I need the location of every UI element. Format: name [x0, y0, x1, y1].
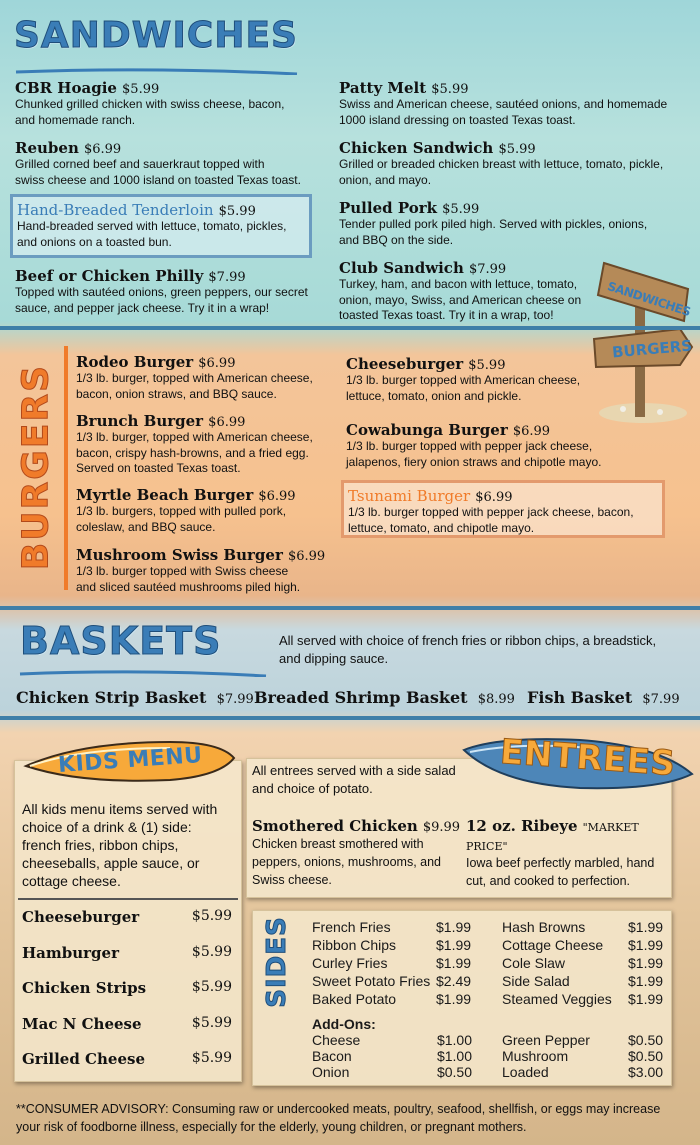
- item-desc: Chicken breast smothered with: [252, 837, 424, 851]
- item-desc: Turkey, ham, and bacon with lettuce, tomato,: [339, 277, 578, 291]
- list-item: [502, 918, 666, 936]
- addons-list-right: [502, 1032, 666, 1080]
- item-desc: 1000 island dressing on toasted Texas toast.: [339, 112, 576, 127]
- menu-item: [15, 138, 330, 188]
- burgers-title: [14, 342, 58, 592]
- list-item: [312, 936, 472, 954]
- item-price: $1.99: [436, 937, 472, 953]
- item-desc: peppers, onions, mushrooms, and: [252, 855, 441, 869]
- item-desc: jalapenos, fiery onion straws and chipotle mayo.: [346, 454, 602, 469]
- list-item: [22, 1050, 232, 1086]
- item-price: $5.99: [442, 202, 480, 217]
- menu-item: [15, 78, 330, 128]
- item-price: $0.50: [628, 1048, 664, 1064]
- item-desc: Tender pulled pork piled high. Served with pickles, onions,: [339, 217, 648, 231]
- item-price: $5.99: [191, 943, 232, 960]
- sandwiches-title: SANDWICHES: [14, 15, 298, 56]
- item-price: $1.99: [436, 919, 472, 935]
- item-name: Hand-Breaded Tenderloin: [17, 201, 214, 219]
- list-item: [22, 944, 232, 980]
- entrees-note: [252, 762, 462, 798]
- surfboard-icon: [20, 736, 238, 788]
- kids-list: [22, 908, 232, 1086]
- item-price: $2.49: [436, 973, 472, 989]
- item-price: $1.99: [628, 919, 664, 935]
- item-desc: lettuce, tomato, onion and pickle.: [346, 388, 522, 403]
- item-name: Sweet Potato Fries: [312, 973, 431, 989]
- item-name: Cowabunga Burger: [346, 421, 508, 439]
- item-name: Side Salad: [502, 973, 570, 989]
- item-price: $1.00: [436, 1032, 472, 1048]
- item-desc: Topped with sautéed onions, green peppers, our secret: [15, 285, 308, 299]
- signpost-icon: [588, 255, 696, 425]
- item-desc: Swiss cheese.: [252, 873, 332, 887]
- entrees-note-line: All entrees served with a side salad: [252, 763, 456, 778]
- item-name: Bacon: [312, 1048, 352, 1064]
- item-desc: Iowa beef perfectly marbled, hand: [466, 856, 655, 870]
- sides-list-left: [312, 918, 472, 1008]
- list-item: [502, 972, 666, 990]
- item-price: $1.00: [436, 1048, 472, 1064]
- menu-item: [76, 485, 338, 535]
- kids-note: [22, 800, 237, 890]
- item-desc: 1/3 lb. burger topped with American cheese,: [346, 373, 581, 387]
- item-desc: onion, and mayo.: [339, 172, 432, 187]
- menu-item: [339, 258, 609, 324]
- burgers-title-text: BURGERS: [15, 363, 57, 571]
- menu-item: [346, 420, 686, 470]
- menu-item: [76, 352, 338, 402]
- menu-item: [76, 411, 338, 477]
- item-name: Cheese: [312, 1032, 361, 1048]
- item-name: Pulled Pork: [339, 199, 438, 217]
- item-name: Hash Browns: [502, 919, 586, 935]
- section-divider: [0, 716, 700, 720]
- item-name: CBR Hoagie: [15, 79, 117, 97]
- item-price: $3.00: [628, 1064, 664, 1080]
- menu-item: [15, 266, 335, 316]
- item-desc: and BBQ on the side.: [339, 232, 454, 247]
- item-desc: toasted Texas toast. Try it in a wrap, too!: [339, 308, 554, 322]
- item-price: $1.99: [628, 937, 664, 953]
- list-item: [312, 1048, 472, 1064]
- item-price: $1.99: [628, 973, 664, 989]
- list-item: [312, 990, 472, 1008]
- sign-burgers-text: BURGERS: [611, 336, 693, 362]
- item-desc: swiss cheese and 1000 island on toasted Texas toast.: [15, 172, 301, 187]
- item-price: $7.99: [468, 262, 507, 277]
- item-name: Cheeseburger: [346, 355, 464, 373]
- list-item: [502, 1048, 666, 1064]
- item-desc: bacon, crispy hash-browns, and a fried egg.: [76, 445, 309, 460]
- featured-item: [10, 194, 312, 258]
- item-desc: lettuce, tomato, and chipotle mayo.: [348, 520, 535, 535]
- item-price: $0.50: [628, 1032, 664, 1048]
- item-price: $5.99: [218, 204, 256, 219]
- item-price: $7.99: [642, 692, 680, 707]
- item-price: $9.99: [422, 820, 461, 835]
- sides-title: [256, 916, 298, 1008]
- section-divider: [0, 606, 700, 610]
- item-name: Green Pepper: [502, 1032, 590, 1048]
- item-price: $5.99: [191, 1014, 232, 1031]
- item-desc: Hand-breaded served with lettuce, tomato, pickles,: [17, 219, 287, 233]
- consumer-advisory: [16, 1100, 696, 1136]
- advisory-line: **CONSUMER ADVISORY: Consuming raw or undercooked meats, poultry, seafood, shellfish, or eggs may increase: [16, 1102, 661, 1116]
- menu-item: [346, 354, 596, 404]
- item-desc: and homemade ranch.: [15, 112, 136, 127]
- advisory-line: your risk of foodborne illness, especially for the elderly, young children, or pregnant mothers.: [16, 1120, 527, 1134]
- item-price: $5.99: [191, 1050, 232, 1066]
- item-name: Mushroom Swiss Burger: [76, 546, 283, 564]
- menu-item: [339, 78, 694, 128]
- list-item: [502, 1032, 666, 1048]
- item-price: $5.99: [122, 82, 160, 97]
- list-item: [312, 918, 472, 936]
- item-desc: 1/3 lb. burger, topped with American cheese,: [76, 430, 313, 444]
- item-name: Brunch Burger: [76, 412, 204, 430]
- item-name: Baked Potato: [312, 991, 397, 1007]
- item-price: $5.99: [191, 908, 232, 924]
- item-desc: Grilled corned beef and sauerkraut topped with: [15, 157, 265, 171]
- item-name: Ribbon Chips: [312, 937, 397, 953]
- kids-note-line: cheeseballs, apple sauce, or: [22, 855, 200, 871]
- item-name: Rodeo Burger: [76, 353, 194, 371]
- surfboard-icon: [460, 730, 696, 796]
- list-item: [312, 1064, 472, 1080]
- list-item: [502, 1064, 666, 1080]
- item-price: $5.99: [468, 358, 506, 373]
- item-desc: onion, mayo, Swiss, and American cheese on: [339, 292, 582, 307]
- item-price: $6.99: [475, 490, 513, 505]
- baskets-note-line: and dipping sauce.: [279, 651, 389, 666]
- item-name: Chicken Strips: [22, 979, 147, 997]
- item-price: $6.99: [208, 415, 246, 430]
- item-name: Breaded Shrimp Basket: [254, 688, 468, 707]
- burgers-title-bar: [64, 346, 68, 590]
- item-desc: 1/3 lb. burger topped with pepper jack cheese, bacon,: [348, 505, 634, 519]
- list-item: [22, 1015, 232, 1051]
- list-item: [312, 972, 472, 990]
- list-item: [22, 908, 232, 944]
- item-desc: 1/3 lb. burgers, topped with pulled pork,: [76, 504, 287, 518]
- item-price: $6.99: [83, 142, 122, 157]
- list-item: [22, 979, 232, 1015]
- kids-title: KIDS MENU: [57, 742, 204, 779]
- item-price: $6.99: [287, 549, 326, 564]
- item-name: Beef or Chicken Philly: [15, 267, 204, 285]
- item-desc: Grilled or breaded chicken breast with lettuce, tomato, pickle,: [339, 157, 664, 171]
- item-name: Cole Slaw: [502, 955, 566, 971]
- menu-item: [466, 816, 672, 890]
- kids-divider: [18, 898, 238, 900]
- kids-note-line: All kids menu items served with: [22, 801, 218, 817]
- item-name: Tsunami Burger: [348, 487, 471, 505]
- sign-sandwiches-text: SANDWICHES: [605, 279, 693, 319]
- item-desc: and sliced sautéed mushrooms piled high.: [76, 579, 301, 594]
- item-name: Fish Basket: [527, 688, 633, 707]
- baskets-note-line: All served with choice of french fries or ribbon chips, a breadstick,: [279, 633, 657, 648]
- item-price: $7.99: [216, 692, 254, 707]
- list-item: [502, 990, 666, 1008]
- item-name: Grilled Cheese: [22, 1050, 145, 1068]
- entrees-note-line: and choice of potato.: [252, 781, 373, 796]
- item-price: $1.99: [436, 955, 472, 971]
- item-desc: Served on toasted Texas toast.: [76, 461, 241, 475]
- item-name: French Fries: [312, 919, 391, 935]
- item-price: $6.99: [512, 424, 551, 439]
- item-name: Cheeseburger: [22, 908, 140, 926]
- item-desc: Swiss and American cheese, sautéed onions, and homemade: [339, 97, 668, 111]
- menu-item: [339, 138, 694, 188]
- item-desc: cut, and cooked to perfection.: [466, 874, 630, 888]
- item-price: $5.99: [431, 82, 469, 97]
- item-price: $8.99: [477, 692, 515, 707]
- list-item: [312, 954, 472, 972]
- item-price: $5.99: [498, 142, 536, 157]
- item-name: Cottage Cheese: [502, 937, 604, 953]
- kids-note-line: choice of a drink & (1) side:: [22, 819, 192, 835]
- item-desc: 1/3 lb. burger topped with pepper jack cheese,: [346, 439, 593, 453]
- section-divider: [0, 326, 700, 330]
- item-price: $5.99: [191, 979, 232, 995]
- item-desc: sauce, and pepper jack cheese. Try it in a wrap!: [15, 300, 270, 315]
- item-name: Myrtle Beach Burger: [76, 486, 254, 504]
- item-price: $1.99: [436, 991, 472, 1007]
- item-price: $1.99: [628, 991, 664, 1007]
- item-name: Patty Melt: [339, 79, 427, 97]
- item-desc: 1/3 lb. burger topped with Swiss cheese: [76, 564, 289, 578]
- baskets-note: [279, 632, 694, 668]
- basket-item: [254, 688, 515, 707]
- item-name: 12 oz. Ribeye: [466, 817, 578, 835]
- kids-note-line: cottage cheese.: [22, 873, 121, 889]
- item-desc: coleslaw, and BBQ sauce.: [76, 519, 216, 534]
- item-price: "MARKET PRICE": [466, 821, 639, 853]
- menu-item: [76, 545, 338, 595]
- menu-item: [339, 198, 694, 248]
- title-underline: [18, 662, 268, 670]
- item-desc: Chunked grilled chicken with swiss cheese, bacon,: [15, 97, 285, 111]
- item-name: Mushroom: [502, 1048, 569, 1064]
- title-underline: [14, 60, 299, 66]
- list-item: [502, 936, 666, 954]
- item-name: Club Sandwich: [339, 259, 464, 277]
- list-item: [312, 1032, 472, 1048]
- sides-list-right: [502, 918, 666, 1008]
- item-name: Mac N Cheese: [22, 1014, 142, 1033]
- baskets-title: BASKETS: [20, 619, 222, 663]
- item-name: Chicken Strip Basket: [16, 688, 207, 707]
- item-desc: 1/3 lb. burger, topped with American cheese,: [76, 371, 313, 385]
- kids-note-line: french fries, ribbon chips,: [22, 837, 179, 853]
- list-item: [502, 954, 666, 972]
- item-price: $7.99: [208, 270, 246, 285]
- item-name: Hamburger: [22, 943, 119, 962]
- item-price: $6.99: [258, 489, 296, 504]
- item-name: Onion: [312, 1064, 350, 1080]
- item-price: $1.99: [628, 955, 664, 971]
- basket-item: [16, 688, 254, 707]
- basket-item: [527, 688, 680, 707]
- item-name: Steamed Veggies: [502, 991, 612, 1007]
- featured-item: [341, 480, 665, 538]
- item-price: $0.50: [436, 1064, 472, 1080]
- addons-title: Add-Ons:: [312, 1016, 376, 1032]
- item-desc: and onions on a toasted bun.: [17, 234, 172, 249]
- entrees-title: ENTREES: [498, 731, 677, 785]
- menu-item: [252, 816, 462, 889]
- item-price: $6.99: [198, 356, 236, 371]
- sides-title-text: SIDES: [262, 916, 292, 1008]
- item-name: Chicken Sandwich: [339, 139, 494, 157]
- item-name: Loaded: [502, 1064, 549, 1080]
- item-name: Smothered Chicken: [252, 817, 418, 835]
- item-name: Reuben: [15, 139, 79, 157]
- item-name: Curley Fries: [312, 955, 388, 971]
- item-desc: bacon, onion straws, and BBQ sauce.: [76, 386, 277, 401]
- addons-list-left: [312, 1032, 472, 1080]
